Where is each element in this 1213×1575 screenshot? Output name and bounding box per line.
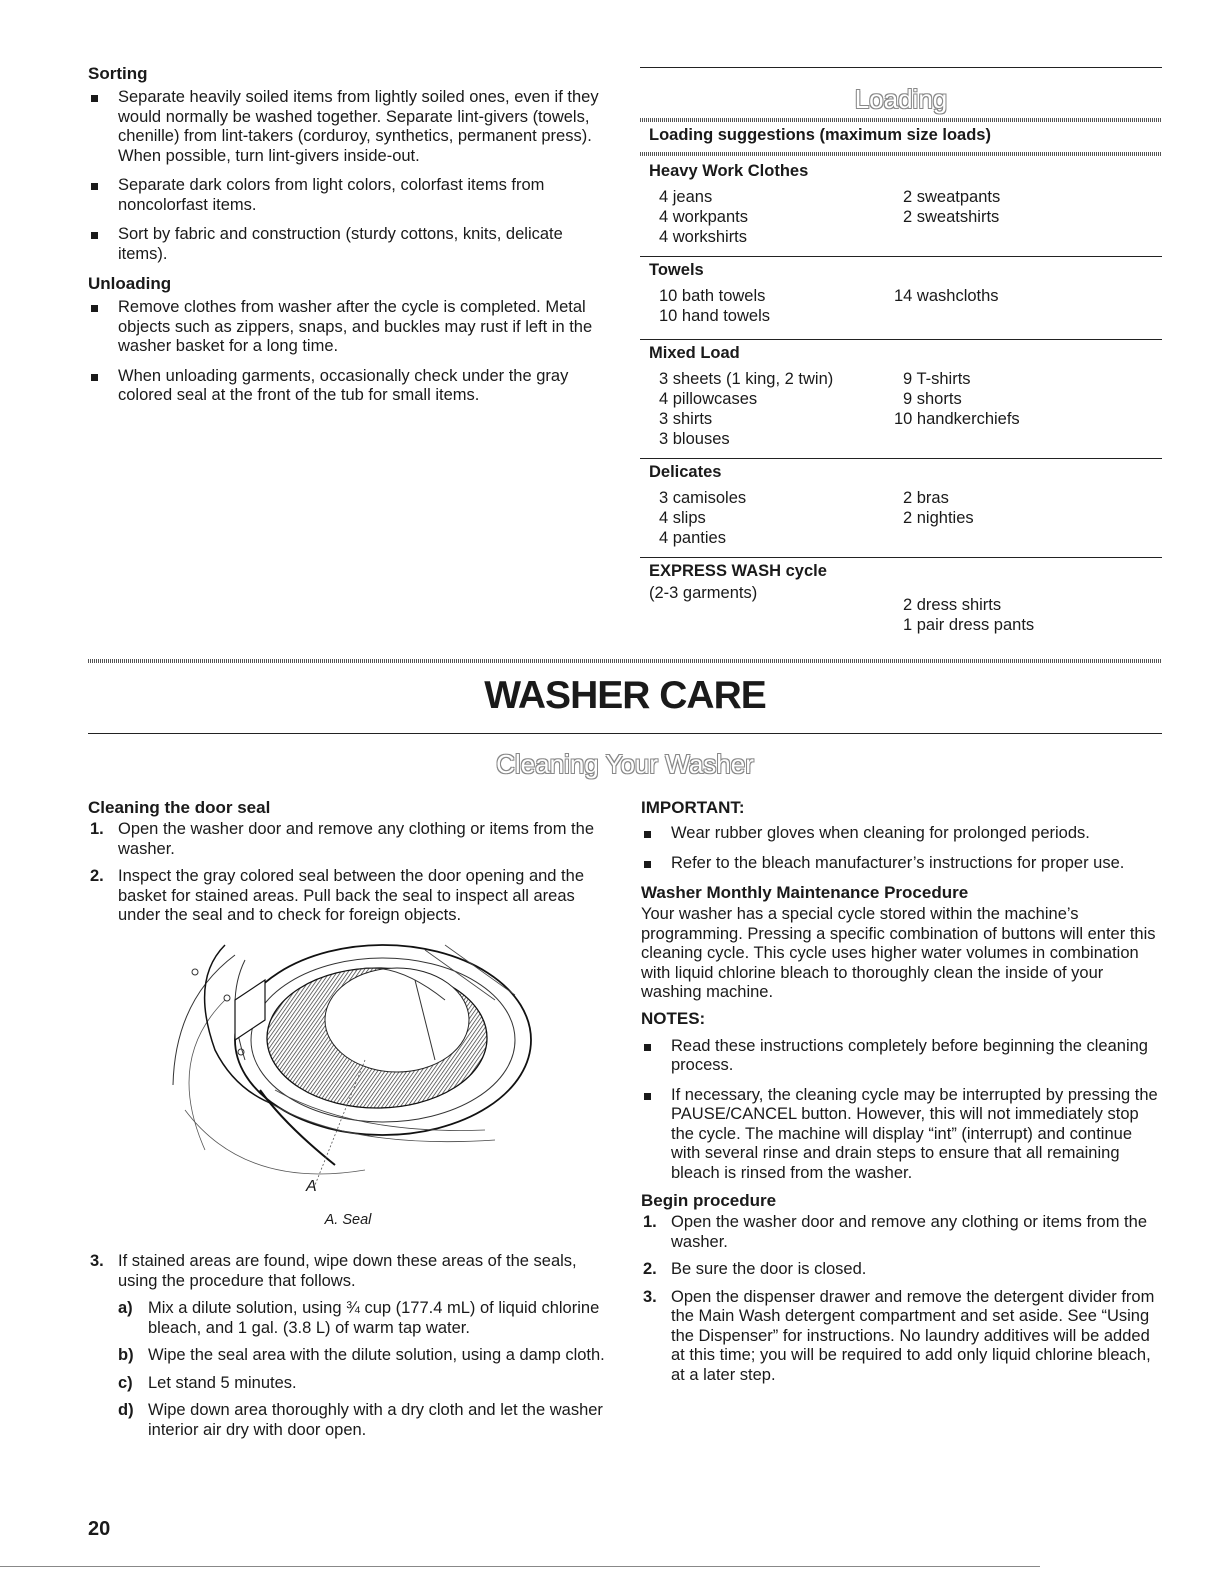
loading-category (649, 459, 1162, 557)
list-item: Refer to the bleach manufacturer’s instructions for proper use. (641, 854, 1161, 874)
list-item: 2. Inspect the gray colored seal between the door opening and the basket for stained areas. Pull back the seal to inspect all areas under the seal and to check for foreign objects. (90, 867, 584, 924)
category-divider (640, 256, 1162, 257)
list-item: 3. Open the dispenser drawer and remove the detergent divider from the Main Wash detergent compartment and set aside. See “Using the Dispenser” for instructions. No laundry additives will be added at this time; you will be required to add only liquid chlorine bleach, at a later step. (643, 1287, 1155, 1384)
loading-table (649, 162, 1162, 635)
list-item: 1. Open the washer door and remove any clothing or items from the washer. (643, 1213, 1147, 1251)
door-seal-steps (88, 820, 608, 926)
table-row: 4 jeans 2 sweatpants (659, 188, 1001, 206)
list-item: 3. If stained areas are found, wipe down these areas of the seals, using the procedure that follows. a) Mix a dilute solution, using ¾ cup (177.4 mL) of liquid chlorine bleach, and 1 gal. (3.8 L) of warm tap water. b) Wipe the seal area with the dilute solution, using a damp cloth. c) Let stand 5 minutes. d) Wipe down area thoroughly with a dry cloth and let the washer interior air dry with door open. (88, 1252, 608, 1440)
category-name: Towels (649, 261, 704, 279)
table-row: 3 shirts 10 handkerchiefs (659, 410, 1020, 428)
loading-top-rule (640, 67, 1162, 68)
loading-category (649, 162, 1162, 256)
begin-heading: Begin procedure (641, 1191, 777, 1210)
list-item: Wear rubber gloves when cleaning for prolonged periods. (641, 824, 1161, 844)
washer-care-rule (88, 733, 1162, 734)
table-row: 10 bath towels 14 washcloths (659, 287, 999, 305)
door-seal-heading: Cleaning the door seal (88, 798, 271, 817)
list-item: If necessary, the cleaning cycle may be interrupted by pressing the PAUSE/CANCEL button. However, this will not immediately stop the cycle. The machine will display “int” (interrupt) and continue with several rinse and drain steps to ensure that all remaining bleach is rinsed from the washer. (641, 1086, 1161, 1184)
category-name: Mixed Load (649, 344, 740, 362)
table-row: 4 workshirts (659, 228, 748, 246)
list-item: 1. Open the washer door and remove any clothing or items from the washer. (90, 820, 594, 858)
sorting-heading: Sorting (88, 64, 148, 83)
list-item: a) Mix a dilute solution, using ¾ cup (177.4 mL) of liquid chlorine bleach, and 1 gal. (3.8 L) of warm tap water. (118, 1299, 600, 1337)
door-seal-section (88, 798, 608, 934)
category-divider (640, 458, 1162, 459)
loading-category (649, 558, 1162, 635)
loading-hatch-top (640, 118, 1162, 122)
table-row: 4 panties (659, 529, 726, 547)
table-row: 4 workpants 2 sweatshirts (659, 208, 1000, 226)
footer-rule (0, 1566, 1040, 1567)
list-item: Remove clothes from washer after the cycle is completed. Metal objects such as zippers, snaps, and buckles may rust if left in the washer basket for a long time. (88, 298, 608, 357)
door-seal-section-cont (88, 1252, 608, 1448)
list-item: Read these instructions completely before beginning the cleaning process. (641, 1037, 1161, 1076)
important-heading: IMPORTANT: (641, 798, 745, 817)
unloading-list (88, 298, 608, 406)
list-item: When unloading garments, occasionally check under the gray colored seal at the front of the tub for small items. (88, 367, 608, 406)
washer-care-title: WASHER CARE (484, 674, 766, 717)
notes-list (641, 1037, 1161, 1184)
category-name: EXPRESS WASH cycle (649, 562, 827, 580)
list-item: d) Wipe down area thoroughly with a dry cloth and let the washer interior air dry with door open. (118, 1401, 603, 1439)
category-name: Delicates (649, 463, 722, 481)
page-number: 20 (88, 1518, 111, 1540)
list-item: c) Let stand 5 minutes. (118, 1373, 297, 1392)
figure-caption: A. Seal (324, 1212, 372, 1228)
table-row: 3 camisoles 2 bras (659, 489, 949, 507)
begin-steps (641, 1213, 1161, 1385)
category-divider (640, 339, 1162, 340)
section-hatch (88, 659, 1162, 663)
cleaning-section-title: Cleaning Your Washer (496, 749, 754, 779)
loading-category (649, 340, 1162, 458)
table-row: (2-3 garments) 2 dress shirts (649, 584, 1002, 614)
list-item: 2. Be sure the door is closed. (643, 1260, 867, 1278)
list-item: b) Wipe the seal area with the dilute solution, using a damp cloth. (118, 1346, 605, 1364)
maintenance-heading: Washer Monthly Maintenance Procedure (641, 883, 969, 902)
figure-label: A (306, 1178, 317, 1195)
sorting-list (88, 88, 608, 264)
category-divider (640, 557, 1162, 558)
list-item: Separate dark colors from light colors, colorfast items from noncolorfast items. (88, 176, 608, 215)
notes-heading: NOTES: (641, 1008, 706, 1028)
door-seal-substeps (118, 1299, 608, 1440)
maintenance-body: Your washer has a special cycle stored within the machine’s programming. Pressing a specific combination of buttons will enter this cleaning cycle. This cycle uses higher water volumes in combination with liquid chlorine bleach to thoroughly clean the inside of your washing machine. (641, 905, 1156, 1001)
category-name: Heavy Work Clothes (649, 162, 809, 180)
door-seal-illustration (165, 940, 535, 1200)
table-row: 4 pillowcases 9 shorts (659, 390, 962, 408)
table-row: 3 blouses (659, 430, 730, 448)
sorting-section (88, 64, 608, 416)
right-column (641, 798, 1161, 1393)
table-row: 4 slips 2 nighties (659, 509, 974, 527)
list-item: Separate heavily soiled items from lightly soiled ones, even if they would normally be washed together. Separate lint-givers (towels, chenille) from lint-takers (corduroy, synthetics, permanent press). When possible, turn lint-givers inside-out. (88, 88, 608, 166)
door-seal-steps-cont (88, 1252, 608, 1440)
loading-category (649, 257, 1162, 339)
important-list (641, 824, 1161, 873)
unloading-heading: Unloading (88, 274, 172, 293)
loading-hatch-sub (640, 152, 1162, 156)
table-row: 3 sheets (1 king, 2 twin) 9 T-shirts (659, 370, 971, 388)
loading-subtitle: Loading suggestions (maximum size loads) (649, 126, 991, 144)
list-item: Sort by fabric and construction (sturdy cottons, knits, delicate items). (88, 225, 608, 264)
table-row: 10 hand towels (659, 307, 770, 325)
table-row: 1 pair dress pants (903, 616, 1035, 634)
loading-title: Loading (854, 84, 948, 114)
